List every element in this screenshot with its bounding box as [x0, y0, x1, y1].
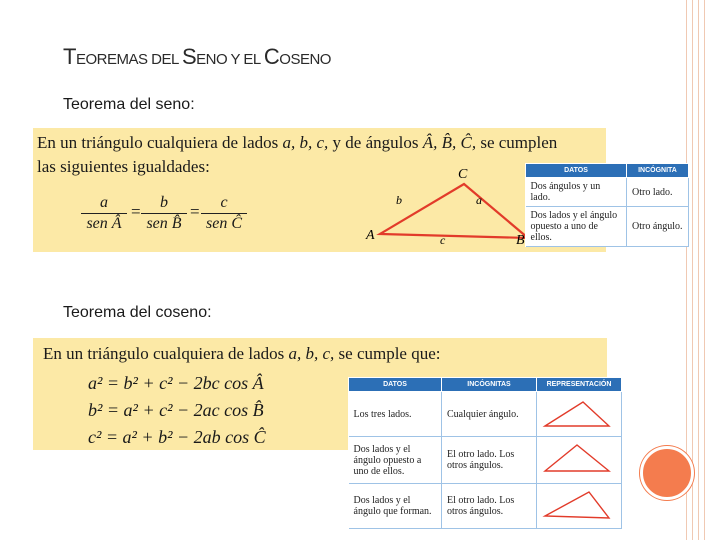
triangle-thumbnail: [537, 486, 617, 524]
table-cell: Cualquier ángulo.: [442, 392, 537, 437]
seno-data-table: [525, 163, 689, 247]
triangle-thumbnail: [537, 439, 617, 479]
triangle-diagram: [358, 164, 548, 252]
law-cosines-formula-b: b² = a² + c² − 2ac cos B̂: [88, 400, 264, 420]
seno-box: [33, 128, 606, 252]
representation-cell: [537, 484, 622, 529]
triangle-thumbnail: [537, 394, 617, 432]
decor-rail-2: [692, 0, 693, 540]
table-row: [349, 437, 622, 484]
decor-circle: [640, 446, 694, 500]
law-cosines-formula-c: c² = a² + b² − 2ab cos Ĉ: [88, 427, 266, 447]
coseno-intro: En un triángulo cualquiera de lados a, b, c, se cumple que:: [43, 344, 441, 363]
representation-cell: [537, 437, 622, 484]
table-row: [349, 484, 622, 529]
table-cell: Otro lado.: [627, 178, 689, 207]
table-header: DATOS: [526, 164, 627, 178]
seno-intro-line2: las siguientes igualdades:: [37, 157, 210, 176]
table-cell: Otro ángulo.: [627, 207, 689, 247]
table-cell: Los tres lados.: [349, 392, 442, 437]
table-row: [526, 178, 689, 207]
table-cell: Dos lados y el ángulo opuesto a uno de ellos.: [526, 207, 627, 247]
decor-rail-3: [698, 0, 699, 540]
table-cell: Dos lados y el ángulo que forman.: [349, 484, 442, 529]
table-header: REPRESENTACIÓN: [537, 378, 622, 392]
table-cell: El otro lado. Los otros ángulos.: [442, 484, 537, 529]
table-row: [526, 207, 689, 247]
table-row: [349, 392, 622, 437]
fraction-c: c sen Ĉ: [201, 194, 247, 233]
vertex-a-label: A: [366, 228, 375, 243]
coseno-label: Teorema del coseno:: [63, 304, 212, 321]
decor-rail-4: [704, 0, 705, 540]
side-c-label: c: [440, 233, 446, 247]
equals-sign: =: [131, 202, 141, 221]
slide-title: TEOREMAS DEL SENO Y EL COSENO: [63, 44, 331, 69]
table-cell: El otro lado. Los otros ángulos.: [442, 437, 537, 484]
fraction-a: a sen Â: [81, 194, 127, 233]
side-b-label: b: [396, 193, 402, 207]
side-a-label: a: [476, 193, 482, 207]
law-cosines-formula-a: a² = b² + c² − 2bc cos Â: [88, 373, 264, 393]
equals-sign: =: [190, 202, 200, 221]
seno-label: Teorema del seno:: [63, 96, 195, 113]
vertex-b-label: B: [516, 233, 525, 248]
seno-intro: En un triángulo cualquiera de lados a, b, c, y de ángulos Â, B̂, Ĉ, se cumplen: [37, 133, 558, 152]
coseno-data-table: [348, 377, 622, 529]
representation-cell: [537, 392, 622, 437]
vertex-c-label: C: [458, 167, 468, 182]
table-header: DATOS: [349, 378, 442, 392]
table-header: INCÓGNITAS: [442, 378, 537, 392]
fraction-b: b sen B̂: [141, 194, 187, 233]
table-header: INCÓGNITA: [627, 164, 689, 178]
table-cell: Dos lados y el ángulo opuesto a uno de ellos.: [349, 437, 442, 484]
table-cell: Dos ángulos y un lado.: [526, 178, 627, 207]
